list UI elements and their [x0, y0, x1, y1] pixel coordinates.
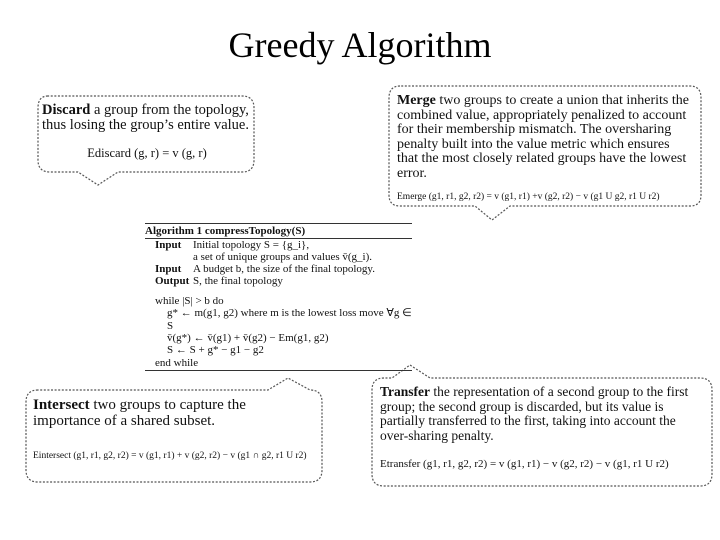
- loop-body-line-1: g* ← m(g1, g2) where m is the lowest loss move ∀g ∈ S: [167, 307, 412, 332]
- input2-text: A budget b, the size of the final topology.: [193, 263, 375, 276]
- transfer-keyword: Transfer: [380, 384, 430, 399]
- end-while-line: end while: [155, 356, 199, 369]
- input-line-2: a set of unique groups and values v̄(g_i).: [193, 251, 373, 264]
- discard-description: [42, 103, 252, 133]
- transfer-description: [380, 385, 700, 443]
- merge-text: two groups to create a union that inherits the combined value, appropriately penalized to account for their membership mismatch. The oversharing penalty built into the value metric which ensures that the most closely related groups have the lowest error.: [397, 93, 689, 181]
- algorithm-bottom-rule: [145, 370, 412, 371]
- merge-formula: Emerge (g1, r1, g2, r2) = v (g1, r1) +v (g2, r2) − v (g1 U g2, r1 U r2): [397, 192, 660, 203]
- input-keyword: Input: [155, 239, 182, 251]
- merge-keyword: Merge: [397, 93, 436, 108]
- loop-body-line-3: S ← S + g* − g1 − g2: [167, 344, 264, 357]
- intersect-description: [33, 398, 315, 430]
- algorithm-box: [145, 223, 412, 371]
- intersect-formula: Eintersect (g1, r1, g2, r2) = v (g1, r1) + v (g2, r2) − v (g1 ∩ g2, r1 U r2): [33, 450, 307, 461]
- intersect-callout: [33, 398, 315, 461]
- page-title: Greedy Algorithm: [228, 25, 492, 65]
- intersect-text: two groups to capture the importance of a shared subset.: [33, 397, 246, 429]
- input2-keyword: Input: [155, 263, 182, 276]
- discard-formula: Ediscard (g, r) = v (g, r): [87, 146, 207, 161]
- transfer-formula: Etransfer (g1, r1, g2, r2) = v (g1, r1) − v (g2, r2) − v (g1, r1 U r2): [380, 458, 669, 471]
- merge-description: [397, 94, 693, 181]
- transfer-callout: [380, 385, 700, 471]
- input-line-1: Initial topology S = {g_i},: [193, 239, 310, 251]
- discard-keyword: Discard: [42, 102, 91, 118]
- algorithm-input2-row: [145, 263, 412, 275]
- discard-text: a group from the topology, thus losing the group’s entire value.: [42, 102, 249, 134]
- discard-callout: [42, 103, 252, 161]
- output-keyword: Output: [155, 275, 190, 288]
- algorithm-input-row: [145, 239, 412, 251]
- while-line: while |S| > b do: [155, 295, 224, 308]
- algorithm-header: Algorithm 1 compressTopology(S): [145, 223, 412, 239]
- transfer-text: the representation of a second group to the first group; the second group is discarded, but its value is partially transferred to the first, taking into account the over-sharing penalty.: [380, 384, 689, 443]
- merge-callout: [397, 94, 693, 203]
- algorithm-output-row: [145, 275, 412, 287]
- intersect-keyword: Intersect: [33, 397, 90, 413]
- output-text: S, the final topology: [193, 275, 283, 288]
- loop-body-line-2: v̄(g*) ← v̄(g1) + v̄(g2) − Em(g1, g2): [167, 332, 329, 344]
